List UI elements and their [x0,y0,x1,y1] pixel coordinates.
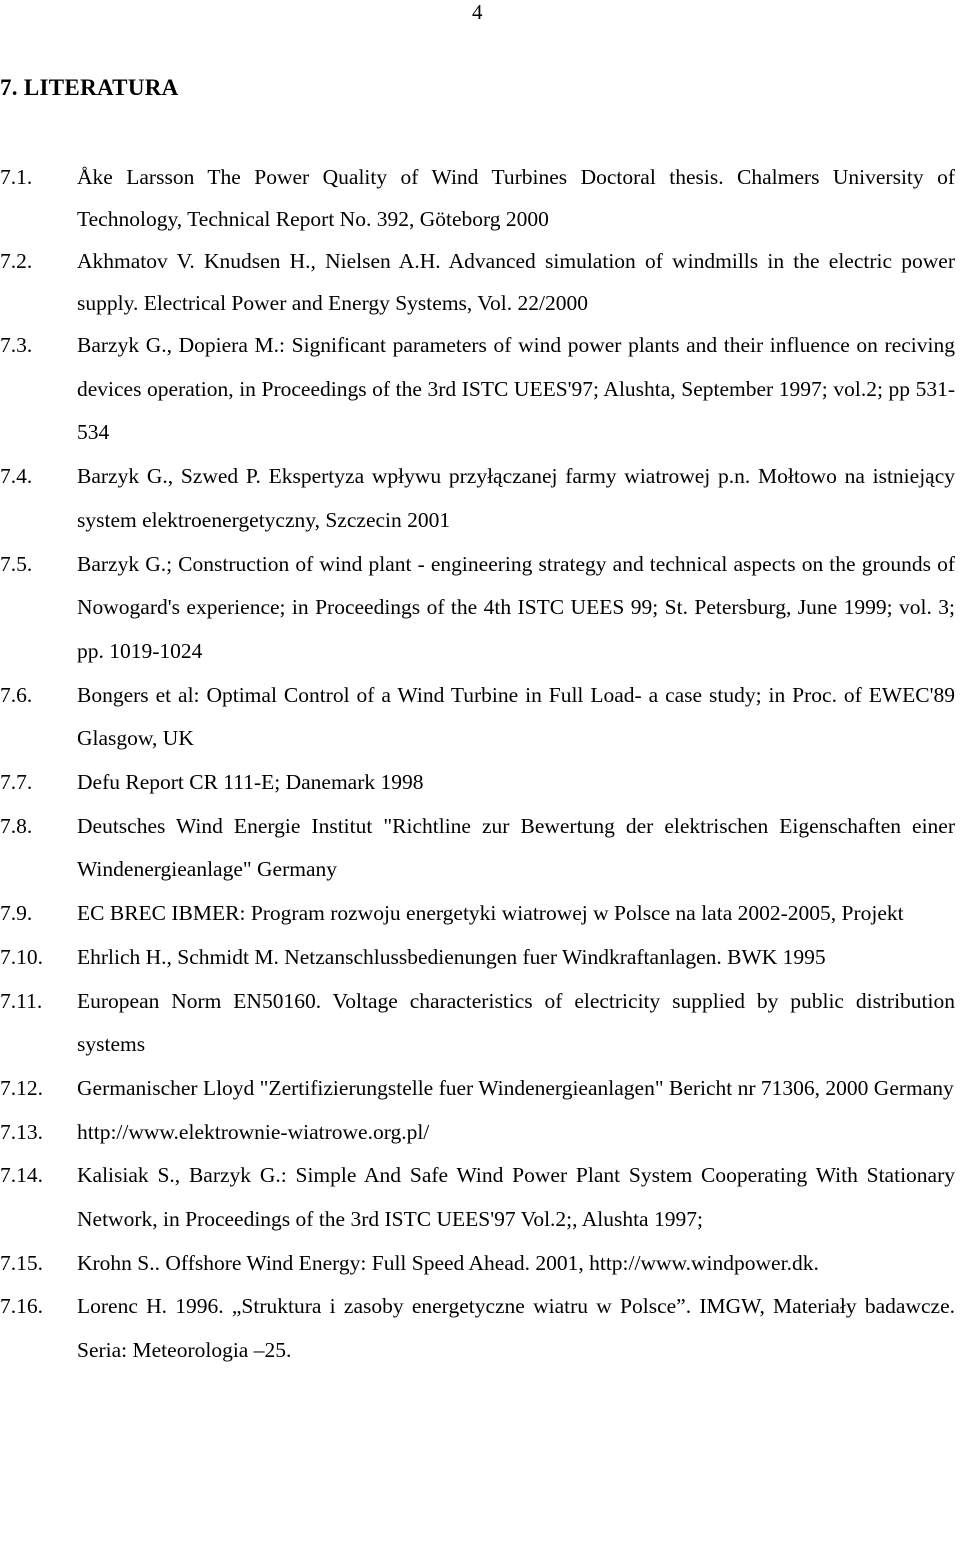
reference-item [0,324,955,455]
reference-number: 7.4. [0,464,33,489]
reference-number: 7.10. [0,944,43,969]
reference-text: EC BREC IBMER: Program rozwoju energetyki wiatrowej w Polsce na lata 2002-2005, Projekt [77,901,904,926]
reference-text: European Norm EN50160. Voltage characteristics of electricity supplied by public distribution systems [77,988,955,1057]
reference-text: Bongers et al: Optimal Control of a Wind Turbine in Full Load- a case study; in Proc. of EWEC'89 Glasgow, UK [77,682,955,751]
reference-number: 7.11. [0,988,43,1013]
reference-number: 7.3. [0,333,33,357]
reference-number: 7.16. [0,1294,43,1319]
reference-text: Lorenc H. 1996. „Struktura i zasoby energetyczne wiatru w Polsce”. IMGW, Materiały badawcze. Seria: Meteorologia –25. [77,1294,955,1363]
reference-item [0,936,955,980]
reference-number: 7.7. [0,770,33,795]
reference-item [0,156,955,240]
reference-number: 7.5. [0,551,33,576]
reference-item [0,1067,955,1111]
reference-text: Barzyk G., Szwed P. Ekspertyza wpływu przyłączanej farmy wiatrowej p.n. Mołtowo na istniejący system elektroenergetyczny, Szczecin 2001 [77,464,955,532]
reference-item [0,1285,955,1372]
reference-text: Barzyk G.; Construction of wind plant - engineering strategy and technical aspects on the grounds of Nowogard's experience; in Proceedings of the 4th ISTC UEES 99; St. Petersburg, June 1999; vol. 3; pp. 1019-1024 [77,551,955,663]
reference-number: 7.12. [0,1075,43,1100]
reference-number: 7.9. [0,901,33,926]
page-number: 4 [472,0,483,24]
reference-item [0,1242,955,1286]
reference-item [0,980,955,1067]
reference-number: 7.6. [0,682,33,707]
reference-item [0,892,955,936]
reference-item [0,674,955,761]
reference-text: Kalisiak S., Barzyk G.: Simple And Safe Wind Power Plant System Cooperating With Stationary Network, in Proceedings of the 3rd ISTC UEES'97 Vol.2;, Alushta 1997; [77,1163,955,1232]
reference-text: Deutsches Wind Energie Institut "Richtline zur Bewertung der elektrischen Eigenschaften einer Windenergieanlage" Germany [77,813,955,882]
reference-number: 7.15. [0,1250,43,1275]
reference-item [0,455,955,542]
reference-text: Akhmatov V. Knudsen H., Nielsen A.H. Advanced simulation of windmills in the electric power supply. Electrical Power and Energy Systems, Vol. 22/2000 [77,249,955,315]
section-heading: 7. LITERATURA [0,75,179,100]
reference-item [0,1154,955,1241]
reference-text: Defu Report CR 111-E; Danemark 1998 [77,770,424,795]
reference-item [0,805,955,892]
reference-text: Krohn S.. Offshore Wind Energy: Full Speed Ahead. 2001, http://www.windpower.dk. [77,1250,819,1275]
reference-item [0,240,955,324]
reference-text: Germanischer Lloyd "Zertifizierungstelle fuer Windenergieanlagen" Bericht nr 71306, 2000 Germany [77,1075,954,1100]
reference-text: Barzyk G., Dopiera M.: Significant parameters of wind power plants and their influence on reciving devices operation, in Proceedings of the 3rd ISTC UEES'97; Alushta, September 1997; vol.2; pp 531-534 [77,333,955,445]
reference-number: 7.2. [0,249,33,273]
reference-item [0,761,955,805]
reference-text: Ehrlich H., Schmidt M. Netzanschlussbedienungen fuer Windkraftanlagen. BWK 1995 [77,944,826,969]
reference-list [0,156,960,1373]
reference-number: 7.13. [0,1119,43,1144]
reference-number: 7.14. [0,1163,43,1188]
reference-item [0,1111,955,1155]
reference-item [0,543,955,674]
reference-number: 7.1. [0,165,33,189]
reference-link[interactable]: http://www.elektrownie-wiatrowe.org.pl/ [77,1119,430,1144]
reference-text: Åke Larsson The Power Quality of Wind Turbines Doctoral thesis. Chalmers University of Technology, Technical Report No. 392, Göteborg 2000 [77,165,955,231]
reference-number: 7.8. [0,813,33,838]
